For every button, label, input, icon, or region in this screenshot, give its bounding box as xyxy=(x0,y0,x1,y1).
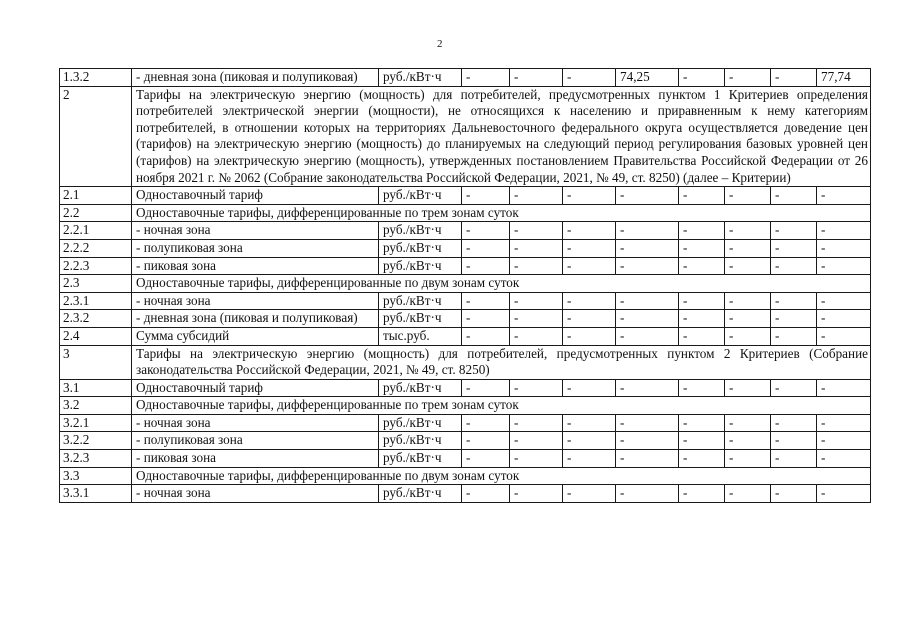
row-number: 2.1 xyxy=(60,187,132,205)
value-cell: - xyxy=(616,187,679,205)
value-cell: - xyxy=(510,222,563,240)
value-cell: - xyxy=(817,292,871,310)
table-row xyxy=(60,379,871,397)
value-cell: - xyxy=(725,292,771,310)
value-cell: - xyxy=(725,222,771,240)
value-cell: - xyxy=(563,222,616,240)
value-cell: - xyxy=(563,257,616,275)
value-cell: - xyxy=(462,414,510,432)
row-name: - полупиковая зона xyxy=(132,432,379,450)
row-number: 2.2.2 xyxy=(60,239,132,257)
table-row xyxy=(60,222,871,240)
value-cell: - xyxy=(510,327,563,345)
value-cell: - xyxy=(817,310,871,328)
value-cell: - xyxy=(616,414,679,432)
table-row xyxy=(60,187,871,205)
value-cell: - xyxy=(462,69,510,87)
table-row xyxy=(60,292,871,310)
value-cell: - xyxy=(771,485,817,503)
row-name: - пиковая зона xyxy=(132,257,379,275)
subsection-title: Одноставочные тарифы, дифференцированные по двум зонам суток xyxy=(132,467,871,485)
value-cell: - xyxy=(771,310,817,328)
value-cell: - xyxy=(725,257,771,275)
row-name: - дневная зона (пиковая и полупиковая) xyxy=(132,69,379,87)
value-cell: - xyxy=(771,69,817,87)
row-number: 2.2.3 xyxy=(60,257,132,275)
value-cell: - xyxy=(679,379,725,397)
value-cell: - xyxy=(771,222,817,240)
row-number: 3.3.1 xyxy=(60,485,132,503)
value-cell: - xyxy=(679,432,725,450)
value-cell: - xyxy=(771,239,817,257)
value-cell: - xyxy=(725,432,771,450)
section-title: Тарифы на электрическую энергию (мощность) для потребителей, предусмотренных пунктом 2 Критериев (Собрание законодательства Российской Федерации, 2021, № 49, ст. 8250) xyxy=(132,345,871,379)
value-cell: - xyxy=(679,257,725,275)
row-unit: руб./кВт·ч xyxy=(379,222,462,240)
value-cell: - xyxy=(725,414,771,432)
value-cell: - xyxy=(817,257,871,275)
row-unit: руб./кВт·ч xyxy=(379,257,462,275)
section-header-row xyxy=(60,86,871,187)
value-cell: - xyxy=(817,485,871,503)
table-row xyxy=(60,310,871,328)
row-number: 3.2.3 xyxy=(60,450,132,468)
tariff-table xyxy=(59,68,871,503)
value-cell: - xyxy=(563,292,616,310)
row-name: - ночная зона xyxy=(132,222,379,240)
value-cell: - xyxy=(462,222,510,240)
table-row xyxy=(60,450,871,468)
value-cell: - xyxy=(771,414,817,432)
value-cell: - xyxy=(616,450,679,468)
row-unit: руб./кВт·ч xyxy=(379,310,462,328)
row-number: 3.2.1 xyxy=(60,414,132,432)
value-cell: - xyxy=(510,257,563,275)
value-cell: - xyxy=(510,292,563,310)
row-name: - ночная зона xyxy=(132,414,379,432)
section-title: Тарифы на электрическую энергию (мощность) для потребителей, предусмотренных пунктом 1 Критериев определения потребителей электрической энергии (мощности), не относящихся к населению и приравненным к нему категориям потребителей, в отношении которых на территориях Дальневосточного федерального округа осуществляется доведение цен (тарифов) на электрическую энергию (мощность) до планируемых на следующий период регулирования базовых уровней цен (тарифов) на электрическую энергию (мощность), утвержденных постановлением Правительства Российской Федерации от 26 ноября 2021 г. № 2062 (Собрание законодательства Российской Федерации, 2021, № 49, ст. 8250) (далее – Критерии) xyxy=(132,86,871,187)
table-row xyxy=(60,69,871,87)
value-cell: - xyxy=(462,432,510,450)
row-name: - пиковая зона xyxy=(132,450,379,468)
row-unit: руб./кВт·ч xyxy=(379,485,462,503)
page-number: 2 xyxy=(437,38,443,50)
subsection-row xyxy=(60,467,871,485)
value-cell: - xyxy=(510,69,563,87)
value-cell: - xyxy=(510,485,563,503)
value-cell: - xyxy=(725,187,771,205)
value-cell: - xyxy=(616,379,679,397)
row-name: Сумма субсидий xyxy=(132,327,379,345)
value-cell: - xyxy=(616,222,679,240)
row-name: Одноставочный тариф xyxy=(132,187,379,205)
subsection-row xyxy=(60,204,871,222)
row-unit: руб./кВт·ч xyxy=(379,69,462,87)
value-cell: - xyxy=(462,187,510,205)
value-cell: - xyxy=(771,187,817,205)
value-cell: - xyxy=(679,292,725,310)
value-cell: - xyxy=(462,327,510,345)
value-cell: - xyxy=(679,239,725,257)
value-cell: - xyxy=(510,187,563,205)
value-cell: - xyxy=(563,187,616,205)
value-cell: - xyxy=(725,69,771,87)
row-unit: руб./кВт·ч xyxy=(379,450,462,468)
value-cell: - xyxy=(616,257,679,275)
row-number: 3.1 xyxy=(60,379,132,397)
value-cell: - xyxy=(462,310,510,328)
value-cell: - xyxy=(563,327,616,345)
value-cell: - xyxy=(725,239,771,257)
row-unit: руб./кВт·ч xyxy=(379,432,462,450)
value-cell: - xyxy=(510,239,563,257)
value-cell: - xyxy=(725,450,771,468)
value-cell: - xyxy=(563,310,616,328)
value-cell: - xyxy=(462,450,510,468)
subsection-row xyxy=(60,275,871,293)
value-cell: - xyxy=(616,485,679,503)
value-cell: - xyxy=(771,450,817,468)
row-unit: руб./кВт·ч xyxy=(379,292,462,310)
row-number: 3 xyxy=(60,345,132,379)
value-cell: - xyxy=(462,292,510,310)
value-cell: - xyxy=(817,379,871,397)
value-cell: - xyxy=(616,239,679,257)
value-cell: - xyxy=(510,310,563,328)
value-cell: - xyxy=(616,327,679,345)
table-row xyxy=(60,257,871,275)
row-number: 2.4 xyxy=(60,327,132,345)
row-number: 2.2.1 xyxy=(60,222,132,240)
row-number: 1.3.2 xyxy=(60,69,132,87)
value-cell: - xyxy=(510,450,563,468)
value-cell: - xyxy=(679,327,725,345)
value-cell: - xyxy=(817,450,871,468)
subsection-title: Одноставочные тарифы, дифференцированные по трем зонам суток xyxy=(132,204,871,222)
value-cell: - xyxy=(679,450,725,468)
row-unit: руб./кВт·ч xyxy=(379,239,462,257)
row-name: - ночная зона xyxy=(132,292,379,310)
value-cell: - xyxy=(771,432,817,450)
row-name: Одноставочный тариф xyxy=(132,379,379,397)
value-cell: 74,25 xyxy=(616,69,679,87)
row-name: - ночная зона xyxy=(132,485,379,503)
row-number: 2 xyxy=(60,86,132,187)
row-unit: тыс.руб. xyxy=(379,327,462,345)
value-cell: - xyxy=(771,379,817,397)
value-cell: - xyxy=(510,432,563,450)
value-cell: - xyxy=(462,485,510,503)
value-cell: - xyxy=(563,485,616,503)
row-unit: руб./кВт·ч xyxy=(379,187,462,205)
table-row xyxy=(60,239,871,257)
section-header-row xyxy=(60,345,871,379)
subsection-row xyxy=(60,397,871,415)
row-unit: руб./кВт·ч xyxy=(379,414,462,432)
row-number: 2.2 xyxy=(60,204,132,222)
value-cell: - xyxy=(679,222,725,240)
row-name: - полупиковая зона xyxy=(132,239,379,257)
value-cell: - xyxy=(771,327,817,345)
value-cell: - xyxy=(725,310,771,328)
row-number: 2.3 xyxy=(60,275,132,293)
subsection-title: Одноставочные тарифы, дифференцированные по двум зонам суток xyxy=(132,275,871,293)
value-cell: - xyxy=(817,222,871,240)
value-cell: - xyxy=(510,379,563,397)
value-cell: - xyxy=(563,450,616,468)
value-cell: - xyxy=(563,239,616,257)
row-unit: руб./кВт·ч xyxy=(379,379,462,397)
value-cell: - xyxy=(563,379,616,397)
table-row xyxy=(60,327,871,345)
value-cell: - xyxy=(771,257,817,275)
subsection-title: Одноставочные тарифы, дифференцированные по трем зонам суток xyxy=(132,397,871,415)
value-cell: - xyxy=(725,327,771,345)
row-number: 3.3 xyxy=(60,467,132,485)
value-cell: - xyxy=(616,310,679,328)
value-cell: - xyxy=(725,485,771,503)
value-cell: - xyxy=(563,432,616,450)
row-name: - дневная зона (пиковая и полупиковая) xyxy=(132,310,379,328)
value-cell: - xyxy=(679,69,725,87)
value-cell: - xyxy=(462,257,510,275)
tariff-table-body xyxy=(60,69,871,503)
value-cell: - xyxy=(679,187,725,205)
row-number: 2.3.1 xyxy=(60,292,132,310)
table-row xyxy=(60,432,871,450)
value-cell: - xyxy=(817,239,871,257)
value-cell: - xyxy=(771,292,817,310)
value-cell: - xyxy=(563,414,616,432)
row-number: 3.2 xyxy=(60,397,132,415)
value-cell: - xyxy=(616,432,679,450)
value-cell: 77,74 xyxy=(817,69,871,87)
value-cell: - xyxy=(563,69,616,87)
value-cell: - xyxy=(616,292,679,310)
value-cell: - xyxy=(817,414,871,432)
row-number: 2.3.2 xyxy=(60,310,132,328)
value-cell: - xyxy=(462,239,510,257)
value-cell: - xyxy=(817,432,871,450)
value-cell: - xyxy=(462,379,510,397)
value-cell: - xyxy=(679,310,725,328)
value-cell: - xyxy=(817,327,871,345)
row-number: 3.2.2 xyxy=(60,432,132,450)
value-cell: - xyxy=(679,485,725,503)
value-cell: - xyxy=(679,414,725,432)
value-cell: - xyxy=(725,379,771,397)
value-cell: - xyxy=(817,187,871,205)
table-row xyxy=(60,414,871,432)
table-row xyxy=(60,485,871,503)
value-cell: - xyxy=(510,414,563,432)
